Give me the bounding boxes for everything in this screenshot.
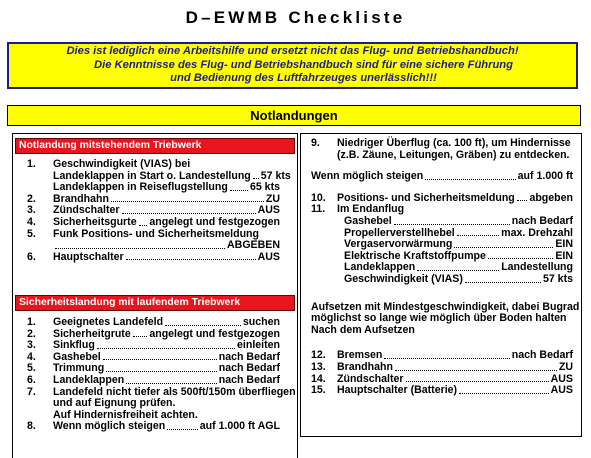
checklist-row: 9. Niedriger Überflug (ca. 100 ft), um Hindernisse [311,137,571,149]
disclaimer-line: und Bedienung des Luftfahrzeuges unerlässlich!!! [170,72,437,84]
checklist-row: 4. Sicherheitsgurte angelegt und festgezogen [27,215,280,228]
block-heading: Notlandung mitstehendem Triebwerk [15,138,295,154]
checklist-row: Landeklappen in Reiseflugstellung 65 kts [53,181,280,194]
disclaimer-line: Dies ist lediglich eine Arbeitshilfe und ersetzt nicht das Flug- und Betriebshandbuch! [66,45,519,57]
checklist-row: 2. Brandhahn ZU [27,192,280,205]
checklist-row: 7. Landefeld nicht tiefer als 500ft/150m überfliegen [27,385,296,398]
checklist-row: 12. Bremsen nach Bedarf [311,349,573,362]
right-panel [300,133,582,437]
checklist-row: 10. Positions- und Sicherheitsmeldung abgeben [311,191,573,204]
checklist-row: 3. Zündschalter AUS [27,204,280,217]
checklist-row: ABGEBEN [27,240,280,252]
checklist-row: Gashebel nach Bedarf [344,214,573,227]
checklist-text: (z.B. Zäune, Leitungen, Gräben) zu entdecken. [337,148,570,161]
checklist-row: 11. Im Endanflug [311,203,405,216]
checklist-row: Landeklappen Landestellung [344,261,573,274]
checklist-row: 2. Sicherheitgrute angelegt und festgezogen [27,327,280,340]
checklist-row: 13. Brandhahn ZU [311,360,573,373]
checklist-text: Aufsetzen mit Mindestgeschwindigkeit, dabei Bugrad [311,300,580,313]
disclaimer-line: Die Kenntnisse des Flug- und Betriebshandbuch sind für eine sichere Führung [94,58,513,71]
left-panel [12,133,298,458]
checklist-row: Geschwindigkeit (VIAS) 57 kts [344,272,573,285]
checklist-row: 1. Geeignetes Landefeld suchen [27,316,280,328]
checklist-text: Nach dem Aufsetzen [311,323,415,336]
checklist-row: Wenn möglich steigen auf 1.000 ft [311,170,573,183]
checklist-text: Auf Hindernisfreiheit achten. [53,408,198,421]
checklist-row: 4. Gashebel nach Bedarf [27,350,280,363]
checklist-block-continued [311,137,580,397]
checklist-row: 1. Geschwindigkeit (VIAS) bei [27,158,191,170]
checklist-row: Landeklappen in Start o. Landestellung 57 kts [53,169,291,182]
checklist-text: möglichst so lange wie möglich über Boden halten [311,312,567,325]
checklist-row: 14. Zündschalter AUS [311,372,573,385]
checklist-row: Propellerverstellhebel max. Drehzahl [344,226,573,239]
block-heading: Sicherheitslandung mit laufendem Triebwerk [15,295,295,311]
checklist-row: 3. Sinkflug einleiten [27,339,280,352]
checklist-row: 8. Wenn möglich steigen auf 1.000 ft AGL [27,420,280,433]
checklist-row: Elektrische Kraftstoffpumpe EIN [344,249,573,262]
page-title: D–EWMB Checkliste [185,8,406,27]
checklist-block-engine-out [27,158,291,263]
checklist-row: 6. Hauptschalter AUS [27,250,280,263]
checklist-row: 15. Hauptschalter (Batterie) AUS [311,384,573,397]
disclaimer-banner [7,42,578,89]
section-header: Notlandungen [7,105,581,126]
checklist-row: 5. Funk Positions- und Sicherheitsmeldung [27,227,260,240]
checklist-row: 6. Landeklappen nach Bedarf [27,373,280,386]
checklist-row: 5. Trimmung nach Bedarf [27,362,280,375]
checklist-block-precautionary [27,316,296,433]
checklist-text: und auf Eignung prüfen. [53,397,176,410]
checklist-row: Vergaservorwärmung EIN [344,238,573,251]
